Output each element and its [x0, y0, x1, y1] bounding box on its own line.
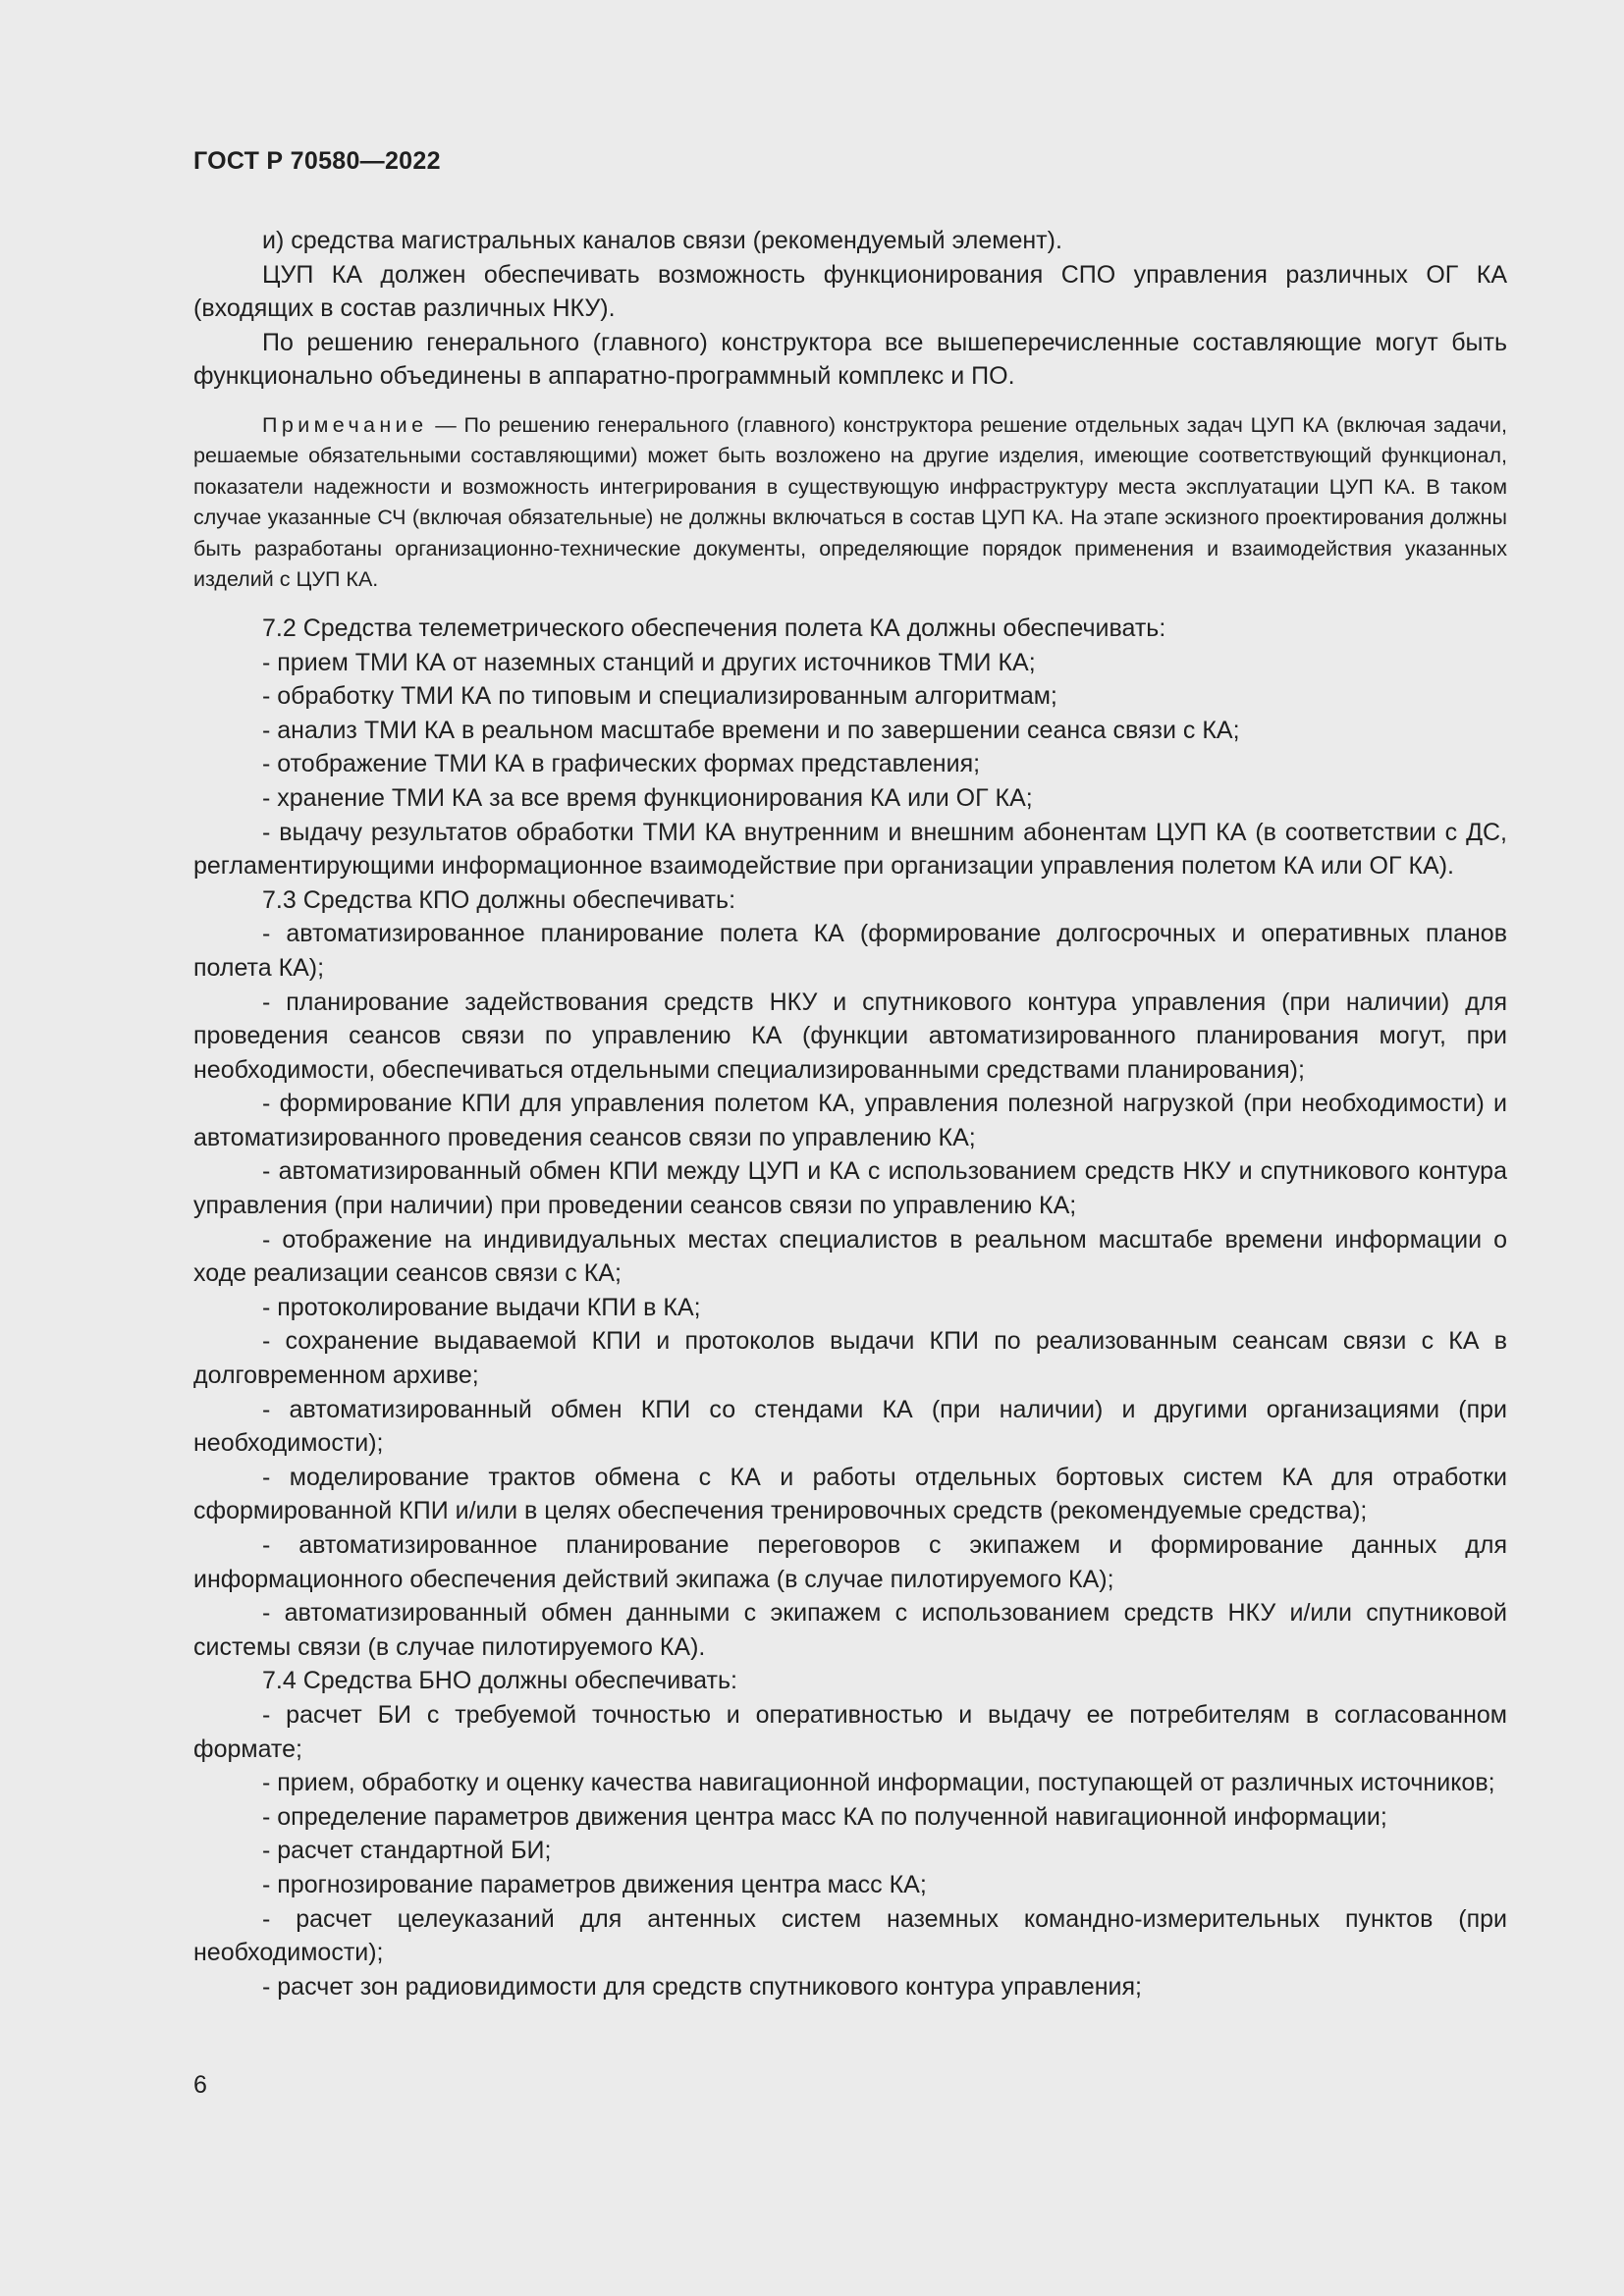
paragraph: и) средства магистральных каналов связи (рекомендуемый элемент).: [262, 227, 1062, 254]
list-item: - автоматизированный обмен КПИ между ЦУП и КА с использованием средств НКУ и спутникового контура управления (при наличии) при проведении сеансов связи по управлению КА;: [193, 1157, 1507, 1220]
section-heading: 7.4 Средства БНО должны обеспечивать:: [262, 1667, 737, 1695]
list-item: - автоматизированное планирование полета КА (формирование долгосрочных и оперативных планов полета КА);: [193, 920, 1507, 982]
list-item: - анализ ТМИ КА в реальном масштабе времени и по завершении сеанса связи с КА;: [262, 716, 1240, 744]
page-number: 6: [193, 2071, 207, 2099]
list-item: - автоматизированный обмен КПИ со стендами КА (при наличии) и другими организациями (при необходимости);: [193, 1395, 1507, 1458]
paragraph: ЦУП КА должен обеспечивать возможность функционирования СПО управления различных ОГ КА (входящих в состав различных НКУ).: [193, 260, 1507, 323]
list-item: - определение параметров движения центра масс КА по полученной навигационной информации;: [262, 1802, 1387, 1831]
list-item: - прием ТМИ КА от наземных станций и других источников ТМИ КА;: [262, 648, 1036, 676]
list-item: - обработку ТМИ КА по типовым и специализированным алгоритмам;: [262, 682, 1057, 711]
list-item: - расчет целеуказаний для антенных систем наземных командно-измерительных пунктов (при необходимости);: [193, 1904, 1507, 1967]
document-header: ГОСТ Р 70580—2022: [193, 147, 441, 175]
paragraph: По решению генерального (главного) конструктора все вышеперечисленные составляющие могут быть функционально объединены в аппаратно-программный комплекс и ПО.: [193, 328, 1507, 391]
list-item: - моделирование трактов обмена с КА и работы отдельных бортовых систем КА для отработки сформированной КПИ и/или в целях обеспечения тренировочных средств (рекомендуемые средства);: [193, 1463, 1507, 1525]
list-item: - протоколирование выдачи КПИ в КА;: [262, 1293, 701, 1321]
page-content: [193, 224, 1507, 2003]
list-item: - выдачу результатов обработки ТМИ КА внутренним и внешним абонентам ЦУП КА (в соответствии с ДС, регламентирующими информационное взаимодействие при организации управления полетом КА или ОГ КА).: [193, 818, 1507, 881]
note-text: — По решению генерального (главного) конструктора решение отдельных задач ЦУП КА (включая задачи, решаемые обязательными составляющими) может быть возложено на другие изделия, имеющие соответствующий функционал, показатели надежности и возможность интегрирования в существующую инфраструктуру места эксплуатации ЦУП КА. В таком случае указанные СЧ (включая обязательные) не должны включаться в состав ЦУП КА. На этапе эскизного проектирования должны быть разработаны организационно-технические документы, определяющие порядок применения и взаимодействия указанных изделий с ЦУП КА.: [193, 412, 1507, 592]
section-heading: 7.3 Средства КПО должны обеспечивать:: [262, 885, 736, 914]
list-item: - расчет стандартной БИ;: [262, 1837, 552, 1865]
list-item: - отображение ТМИ КА в графических формах представления;: [262, 750, 981, 778]
list-item: - расчет БИ с требуемой точностью и оперативностью и выдачу ее потребителям в согласованном формате;: [193, 1700, 1507, 1763]
list-item: - прогнозирование параметров движения центра масс КА;: [262, 1870, 927, 1898]
note-label: Примечание: [262, 412, 428, 437]
section-heading: 7.2 Средства телеметрического обеспечения полета КА должны обеспечивать:: [262, 614, 1166, 642]
list-item: - сохранение выдаваемой КПИ и протоколов выдачи КПИ по реализованным сеансам связи с КА в долговременном архиве;: [193, 1327, 1507, 1390]
list-item: - автоматизированное планирование переговоров с экипажем и формирование данных для информационного обеспечения действий экипажа (в случае пилотируемого КА);: [193, 1531, 1507, 1593]
list-item: - хранение ТМИ КА за все время функционирования КА или ОГ КА;: [262, 783, 1033, 812]
list-item: - прием, обработку и оценку качества навигационной информации, поступающей от различных источников;: [262, 1769, 1495, 1797]
list-item: - автоматизированный обмен данными с экипажем с использованием средств НКУ и/или спутниковой системы связи (в случае пилотируемого КА).: [193, 1599, 1507, 1661]
list-item: - формирование КПИ для управления полетом КА, управления полезной нагрузкой (при необходимости) и автоматизированного проведения сеансов связи по управлению КА;: [193, 1090, 1507, 1151]
body-paragraphs: [193, 612, 1507, 2003]
list-item: - отображение на индивидуальных местах специалистов в реальном масштабе времени информации о ходе реализации сеансов связи с КА;: [193, 1225, 1507, 1288]
list-item: - планирование задействования средств НКУ и спутникового контура управления (при наличии) для проведения сеансов связи по управлению КА (функции автоматизированного планирования могут, при необходимости, обеспечиваться отдельными специализированными средствами планирования);: [193, 988, 1507, 1084]
note: [193, 410, 1507, 596]
list-item: - расчет зон радиовидимости для средств спутникового контура управления;: [262, 1972, 1142, 2001]
